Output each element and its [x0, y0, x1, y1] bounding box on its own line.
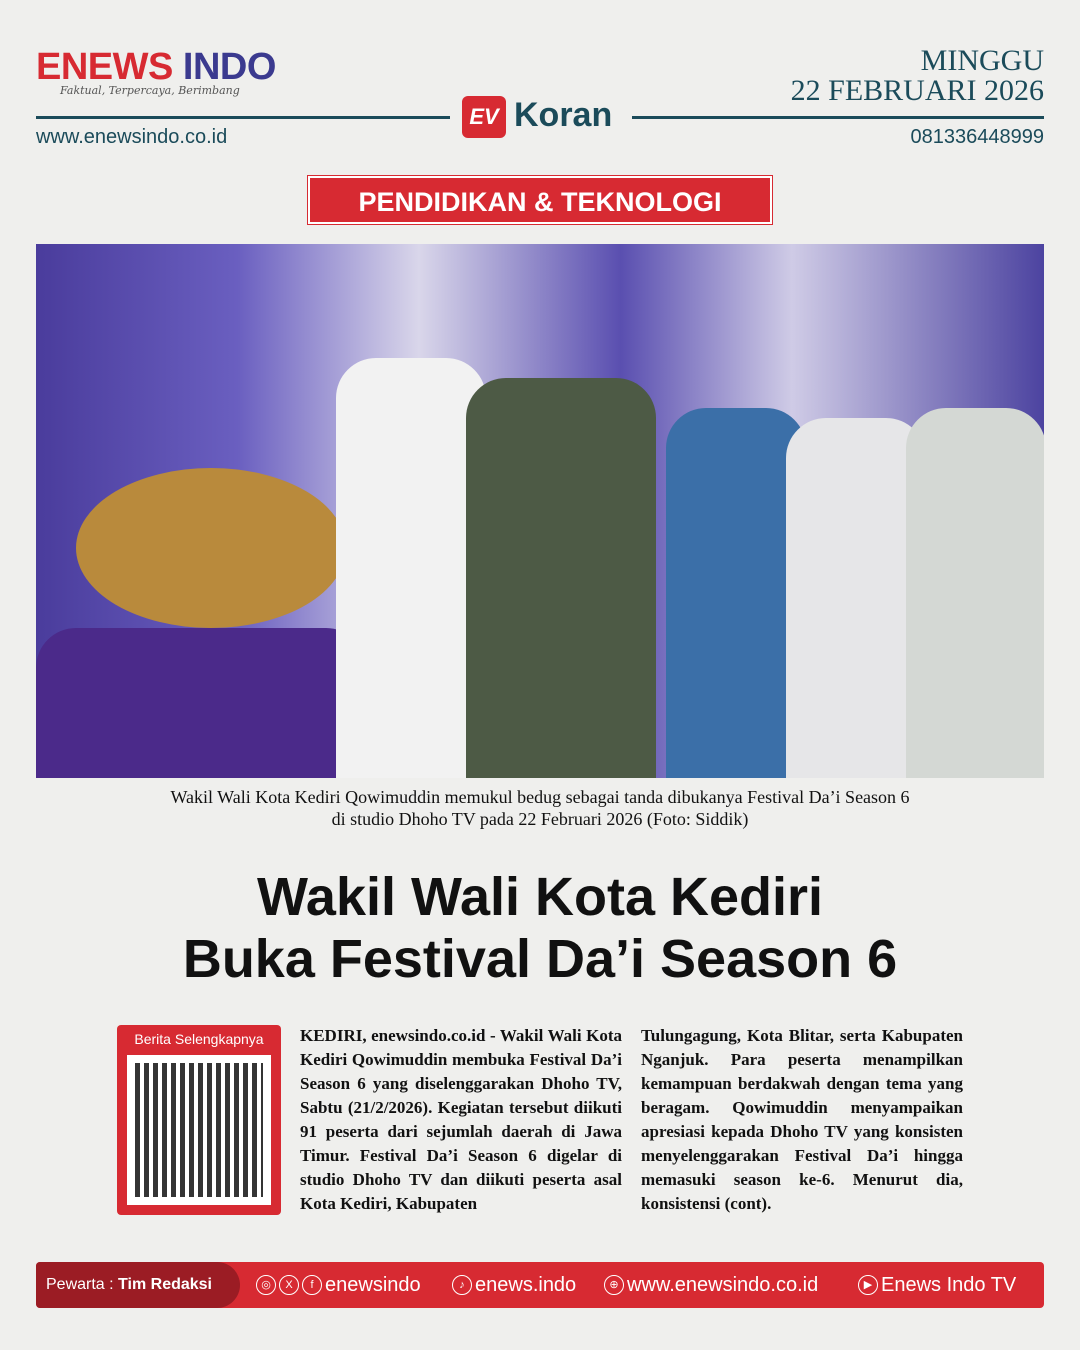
- footer-bar: [36, 1262, 1044, 1308]
- person: [906, 408, 1044, 778]
- social-handle[interactable]: ◎ X f enewsindo: [256, 1262, 421, 1308]
- ev-logo-icon: EV: [462, 96, 506, 138]
- youtube-icon: ▶: [858, 1275, 878, 1295]
- person: [466, 378, 656, 778]
- reporter: Pewarta : Tim Redaksi: [36, 1262, 240, 1308]
- article-column-1: KEDIRI, enewsindo.co.id - Wakil Wali Kota Kediri Qowimuddin membuka Festival Da’i Season 6 yang diselenggarakan Dhoho TV, Sabtu (21/2/2026). Kegiatan tersebut diikuti 91 peserta dari sejumlah daerah di Jawa Timur. Festival Da’i Season 6 digelar di studio Dhoho TV dan diikuti peserta asal Kota Kediri, Kabupaten: [300, 1026, 622, 1213]
- footer-website[interactable]: ⊕ www.enewsindo.co.id: [604, 1262, 818, 1308]
- tiktok-handle[interactable]: ♪ enews.indo: [452, 1262, 576, 1308]
- youtube-channel[interactable]: ▶ Enews Indo TV: [858, 1262, 1016, 1308]
- person: [336, 358, 486, 778]
- brand-logo: ENEWS INDO: [36, 46, 276, 88]
- person: [666, 408, 806, 778]
- phone-number: 081336448999: [910, 126, 1044, 148]
- website-link[interactable]: www.enewsindo.co.id: [36, 126, 228, 148]
- globe-icon: ⊕: [604, 1275, 624, 1295]
- headline: Wakil Wali Kota Kediri Buka Festival Da’i Season 6: [182, 867, 898, 989]
- tagline: Faktual, Terpercaya, Berimbang: [60, 84, 240, 97]
- issue-date: MINGGU 22 FEBRUARI 2026: [790, 44, 1044, 107]
- tiktok-icon: ♪: [452, 1275, 472, 1295]
- category-badge: PENDIDIKAN & TEKNOLOGI: [308, 176, 772, 224]
- person: [786, 418, 926, 778]
- bedug-drum: [76, 468, 346, 628]
- x-icon: X: [279, 1275, 299, 1295]
- facebook-icon: f: [302, 1275, 322, 1295]
- news-photo: [36, 244, 1044, 778]
- divider: [36, 116, 450, 119]
- qr-code-icon[interactable]: [127, 1055, 271, 1205]
- section-name: Koran: [514, 96, 613, 134]
- article-column-2: Tulungagung, Kota Blitar, serta Kabupaten Nganjuk. Para peserta menampilkan kemampuan berdakwah dengan tema yang beragam. Qowimuddin menyampaikan apresiasi kepada Dhoho TV yang konsisten menyelenggarakan Festival Da’i hingga memasuki season ke-6. Menurut dia, konsistensi (cont).: [641, 1026, 963, 1213]
- instagram-icon: ◎: [256, 1275, 276, 1295]
- qr-label: Berita Selengkapnya: [134, 1031, 264, 1047]
- photo-caption: Wakil Wali Kota Kediri Qowimuddin memukul bedug sebagai tanda dibukanya Festival Da’i Season 6 di studio Dhoho TV pada 22 Februari 2026 (Foto: Siddik): [170, 787, 910, 829]
- table: [36, 628, 366, 778]
- divider: [632, 116, 1044, 119]
- qr-card[interactable]: [117, 1025, 281, 1215]
